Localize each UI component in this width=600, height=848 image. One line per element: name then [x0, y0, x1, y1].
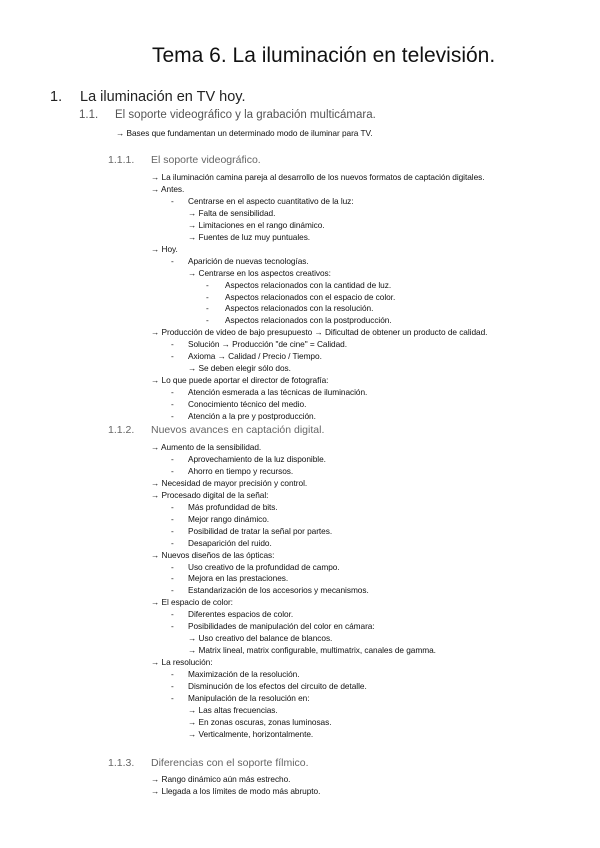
list-item: → La iluminación camina pareja al desarrollo de los nuevos formatos de captación digitales. — [151, 172, 485, 182]
list-item: → Procesado digital de la señal: — [151, 489, 269, 500]
bullet-marker: - — [171, 195, 174, 206]
subsubsection-heading: El soporte videográfico. — [151, 154, 261, 166]
list-item: → Se deben elegir sólo dos. — [188, 363, 291, 374]
list-item: → Hoy. — [151, 243, 178, 254]
bullet-marker: - — [171, 525, 174, 536]
list-item: Centrarse en el aspecto cuantitativo de la luz: — [188, 195, 354, 206]
list-item: Aspectos relacionados con la postproducción. — [225, 315, 392, 326]
list-item: Aparición de nuevas tecnologías. — [188, 255, 309, 266]
list-item: → El espacio de color: — [151, 597, 233, 608]
list-item: Uso creativo de la profundidad de campo. — [188, 561, 340, 572]
bullet-marker: - — [171, 339, 174, 350]
list-item: Axioma → Calidad / Precio / Tiempo. — [188, 351, 322, 362]
bullet-marker: - — [171, 399, 174, 410]
subsubsection-number: 1.1.3. — [108, 757, 135, 769]
list-item: Posibilidades de manipulación del color en cámara: — [188, 621, 375, 632]
subsubsection-number: 1.1.2. — [108, 424, 135, 436]
list-item: → Llegada a los límites de modo más abrupto. — [151, 785, 321, 796]
list-item: Solución → Producción "de cine" = Calidad. — [188, 339, 347, 350]
list-item: Conocimiento técnico del medio. — [188, 399, 307, 410]
list-item: → Fuentes de luz muy puntuales. — [188, 231, 311, 242]
bullet-marker: - — [171, 513, 174, 524]
list-item: → Las altas frecuencias. — [188, 704, 278, 715]
bullet-marker: - — [171, 465, 174, 476]
bullet-marker: - — [171, 585, 174, 596]
page-title: Tema 6. La iluminación en televisión. — [152, 44, 496, 67]
list-item: Posibilidad de tratar la señal por partes. — [188, 525, 333, 536]
list-item: Atención esmerada a las técnicas de iluminación. — [188, 387, 368, 398]
subsection-number: 1.1. — [79, 109, 99, 121]
list-item: Maximización de la resolución. — [188, 669, 300, 680]
subsection-heading: El soporte videográfico y la grabación multicámara. — [115, 109, 376, 121]
subsubsection-heading: Diferencias con el soporte fílmico. — [151, 757, 309, 769]
list-item: Diferentes espacios de color. — [188, 609, 294, 620]
list-item: → Matrix lineal, matrix configurable, multimatrix, canales de gamma. — [188, 645, 436, 656]
list-item: Aspectos relacionados con la cantidad de luz. — [225, 279, 392, 290]
bullet-marker: - — [171, 621, 174, 632]
section-number: 1. — [50, 89, 63, 105]
list-item: → Lo que puede aportar el director de fotografía: — [151, 375, 329, 386]
subsubsection-number: 1.1.1. — [108, 154, 135, 166]
list-item: Mejora en las prestaciones. — [188, 573, 289, 584]
bullet-marker: - — [171, 351, 174, 362]
bullet-marker: - — [171, 501, 174, 512]
bullet-marker: - — [171, 573, 174, 584]
list-item: → Falta de sensibilidad. — [188, 207, 276, 218]
list-item: → En zonas oscuras, zonas luminosas. — [188, 716, 332, 727]
list-item: → La resolución: — [151, 657, 213, 668]
list-item: Mejor rango dinámico. — [188, 513, 270, 524]
section-heading: La iluminación en TV hoy. — [80, 89, 246, 105]
list-item: → Verticalmente, horizontalmente. — [188, 728, 314, 739]
list-item: Atención a la pre y postproducción. — [188, 411, 316, 421]
subsubsection-heading: Nuevos avances en captación digital. — [151, 424, 325, 436]
list-item: → Aumento de la sensibilidad. — [151, 442, 262, 452]
bullet-marker: - — [206, 291, 209, 302]
list-item: → Rango dinámico aún más estrecho. — [151, 774, 291, 784]
bullet-marker: - — [171, 411, 174, 421]
bullet-marker: - — [171, 387, 174, 398]
list-item: → Centrarse en los aspectos creativos: — [188, 267, 331, 278]
bullet-marker: - — [171, 453, 174, 464]
bullet-marker: - — [171, 255, 174, 266]
list-item: → Uso creativo del balance de blancos. — [188, 633, 333, 644]
list-item: Aspectos relacionados con la resolución. — [225, 303, 374, 314]
bullet-marker: - — [171, 561, 174, 572]
list-item: → Producción de video de bajo presupuesto → Dificultad de obtener un producto de calidad. — [151, 327, 488, 338]
bullet-marker: - — [171, 681, 174, 691]
bullet-marker: - — [171, 537, 174, 548]
bullet-marker: - — [171, 609, 174, 620]
list-item: Disminución de los efectos del circuito de detalle. — [188, 681, 367, 691]
list-item: → Nuevos diseños de las ópticas: — [151, 549, 275, 560]
list-item: Ahorro en tiempo y recursos. — [188, 465, 294, 476]
list-item: Estandarización de los accesorios y mecanismos. — [188, 585, 369, 596]
list-item: → Limitaciones en el rango dinámico. — [188, 219, 325, 230]
bullet-marker: - — [171, 692, 174, 703]
bullet-marker: - — [171, 669, 174, 680]
list-item: Manipulación de la resolución en: — [188, 692, 310, 703]
subsection-intro: → Bases que fundamentan un determinado modo de iluminar para TV. — [116, 128, 373, 138]
list-item: Aprovechamiento de la luz disponible. — [188, 453, 326, 464]
list-item: → Necesidad de mayor precisión y control. — [151, 477, 308, 488]
list-item: Aspectos relacionados con el espacio de color. — [225, 291, 396, 302]
bullet-marker: - — [206, 279, 209, 290]
bullet-marker: - — [206, 303, 209, 314]
list-item: Desaparición del ruido. — [188, 537, 272, 548]
list-item: → Antes. — [151, 183, 185, 194]
list-item: Más profundidad de bits. — [188, 501, 278, 512]
bullet-marker: - — [206, 315, 209, 326]
